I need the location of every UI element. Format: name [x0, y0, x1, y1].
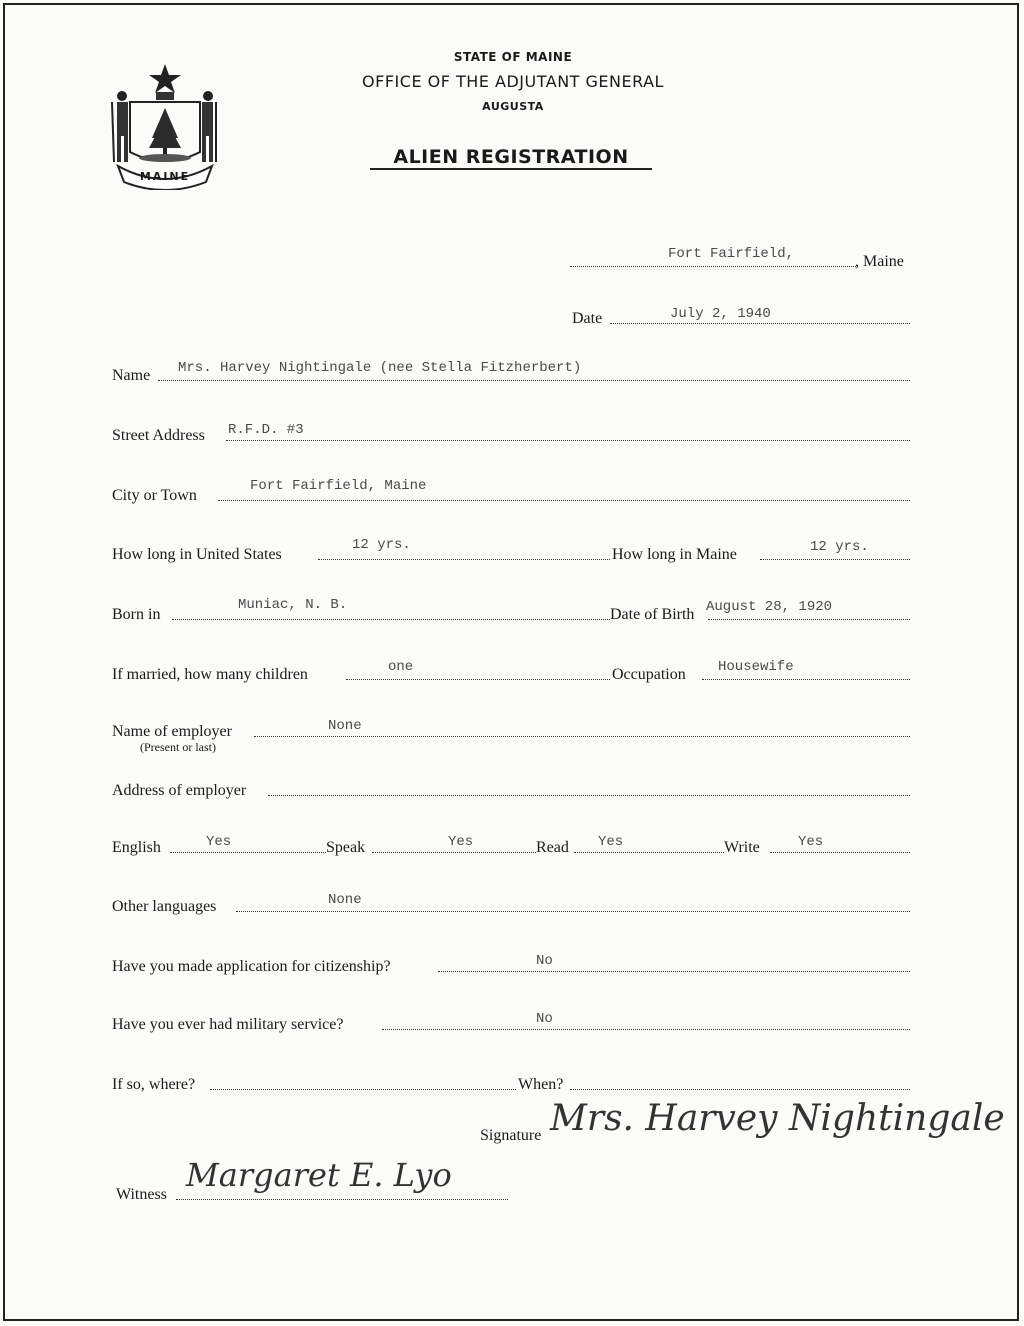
born-in-label: Born in [112, 606, 161, 623]
other-languages-label: Other languages [112, 898, 217, 915]
military-line [382, 1029, 910, 1030]
citizenship-label: Have you made application for citizenship? [112, 958, 391, 975]
employer-value: None [328, 718, 362, 734]
street-address-label: Street Address [112, 427, 205, 444]
date-line [610, 323, 910, 324]
write-value: Yes [798, 834, 824, 850]
name-value: Mrs. Harvey Nightingale (nee Stella Fitzherbert) [178, 360, 582, 376]
write-label: Write [724, 839, 760, 856]
employer-label: Name of employer [112, 723, 232, 740]
witness-label: Witness [116, 1186, 167, 1203]
signature-label: Signature [480, 1127, 542, 1144]
occupation-line [702, 679, 910, 680]
city-town-line [218, 500, 910, 501]
witness-signature: Margaret E. Lyo [186, 1156, 452, 1194]
date-label: Date [572, 310, 603, 327]
how-long-maine-line [760, 559, 910, 560]
citizenship-value: No [536, 953, 553, 969]
signature-value: Mrs. Harvey Nightingale [550, 1098, 1005, 1139]
how-long-us-label: How long in United States [112, 546, 282, 563]
how-long-us-value: 12 yrs. [352, 537, 411, 553]
date-of-birth-label: Date of Birth [610, 606, 695, 623]
children-value: one [388, 659, 414, 675]
citizenship-line [438, 971, 910, 972]
header-state: STATE OF MAINE [453, 50, 573, 64]
witness-line [176, 1199, 508, 1200]
employer-line [254, 736, 910, 737]
state-label: , Maine [855, 253, 904, 270]
occupation-label: Occupation [612, 666, 686, 683]
date-value: July 2, 1940 [670, 306, 771, 322]
english-line [170, 852, 326, 853]
other-languages-line [236, 911, 910, 912]
read-line [574, 852, 724, 853]
street-address-value: R.F.D. #3 [228, 422, 304, 438]
when-label: When? [518, 1076, 564, 1093]
header-city: AUGUSTA [482, 100, 544, 113]
state-seal-icon [108, 62, 222, 190]
city-town-label: City or Town [112, 487, 197, 504]
how-long-maine-value: 12 yrs. [810, 539, 869, 555]
street-address-line [226, 440, 910, 441]
english-value: Yes [206, 834, 232, 850]
how-long-maine-label: How long in Maine [612, 546, 737, 563]
seal-banner-text: MAINE [139, 170, 191, 183]
employer-address-line [268, 795, 910, 796]
if-so-where-label: If so, where? [112, 1076, 196, 1093]
date-of-birth-value: August 28, 1920 [706, 599, 833, 615]
employer-sublabel: (Present or last) [140, 740, 216, 754]
military-label: Have you ever had military service? [112, 1016, 344, 1033]
town-value: Fort Fairfield, [668, 246, 795, 262]
write-line [770, 852, 910, 853]
header-office: OFFICE OF THE ADJUTANT GENERAL [362, 72, 664, 91]
born-in-value: Muniac, N. B. [238, 597, 348, 613]
if-so-where-line [210, 1089, 516, 1090]
born-in-line [172, 619, 610, 620]
read-value: Yes [598, 834, 624, 850]
speak-value: Yes [448, 834, 474, 850]
occupation-value: Housewife [718, 659, 794, 675]
form-title-text: ALIEN REGISTRATION [393, 146, 629, 168]
city-town-value: Fort Fairfield, Maine [250, 478, 427, 494]
form-title [370, 146, 652, 170]
name-line [158, 380, 910, 381]
speak-label: Speak [326, 839, 366, 856]
english-label: English [112, 839, 161, 856]
date-of-birth-line [708, 619, 910, 620]
military-value: No [536, 1011, 553, 1027]
town-line [570, 266, 856, 267]
children-label: If married, how many children [112, 666, 308, 683]
read-label: Read [536, 839, 569, 856]
other-languages-value: None [328, 892, 362, 908]
when-line [570, 1089, 910, 1090]
how-long-us-line [318, 559, 610, 560]
speak-line [372, 852, 536, 853]
employer-address-label: Address of employer [112, 782, 247, 799]
children-line [346, 679, 610, 680]
name-label: Name [112, 367, 151, 384]
